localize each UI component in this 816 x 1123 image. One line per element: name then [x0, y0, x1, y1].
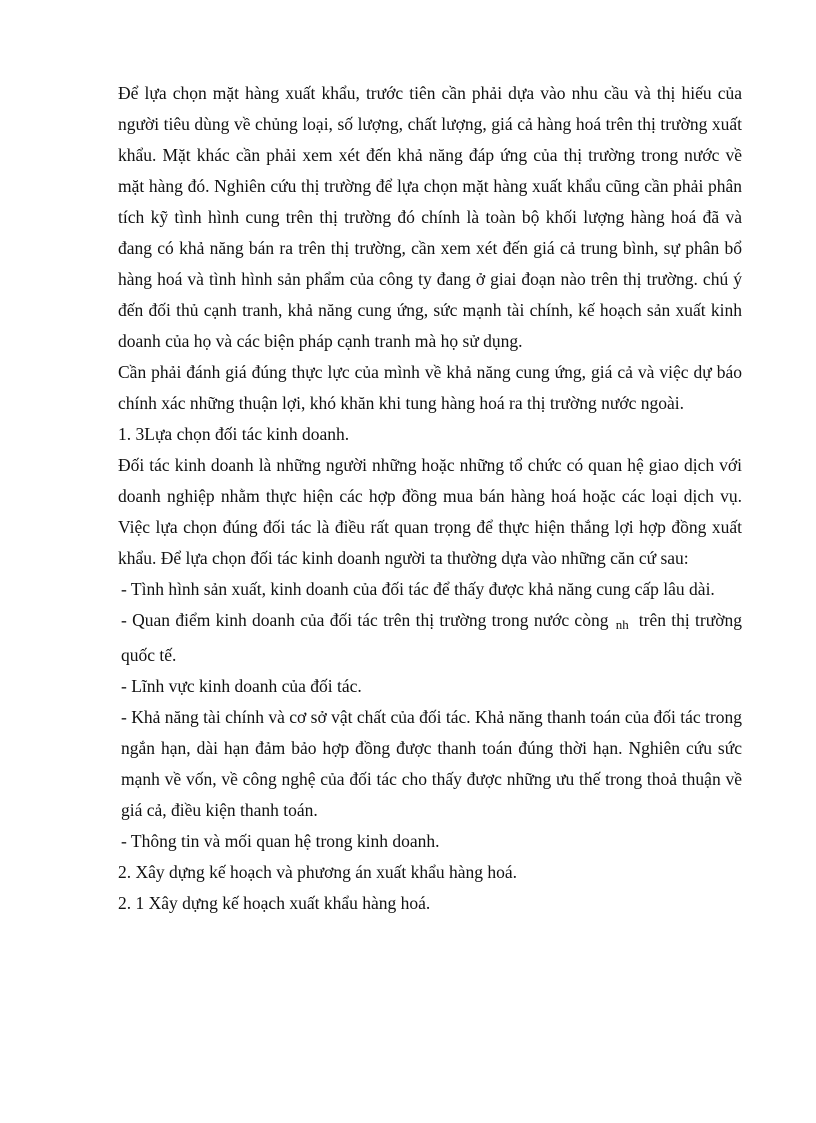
document-body	[118, 78, 742, 919]
paragraph-evaluate-capacity: Cần phải đánh giá đúng thực lực của mình về khả năng cung ứng, giá cả và việc dự báo chính xác những thuận lợi, khó khăn khi tung hàng hoá ra thị trường nước ngoài.	[118, 362, 742, 413]
heading-select-partner: 1. 3Lựa chọn đối tác kinh doanh.	[118, 424, 350, 444]
bullet-information-relations: - Thông tin và mối quan hệ trong kinh doanh.	[121, 831, 440, 851]
bullet-business-field: - Lĩnh vực kinh doanh của đối tác.	[121, 676, 362, 696]
bullet-business-viewpoint-end: trên thị trường quốc tế.	[121, 610, 742, 665]
bullet-production-situation: - Tình hình sản xuất, kinh doanh của đối tác để thấy được khả năng cung cấp lâu dài.	[121, 579, 715, 599]
paragraph-partner-definition: Đối tác kinh doanh là những người những hoặc những tổ chức có quan hệ giao dịch với doanh nghiệp nhằm thực hiện các hợp đồng mua bán hàng hoá hoặc các loại dịch vụ. Việc lựa chọn đúng đối tác là điều rất quan trọng để thực hiện thắng lợi hợp đồng xuất khẩu. Để lựa chọn đối tác kinh doanh người ta thường dựa vào những căn cứ sau:	[118, 455, 742, 568]
heading-export-plan: 2. Xây dựng kế hoạch và phương án xuất khẩu hàng hoá.	[118, 862, 518, 882]
bullet-financial-capacity: - Khả năng tài chính và cơ sở vật chất của đối tác. Khả năng thanh toán của đối tác trong ngắn hạn, dài hạn đảm bảo hợp đồng được thanh toán đúng thời hạn. Nghiên cứu sức mạnh về vốn, về công nghệ của đối tác cho thấy được những ưu thế trong thoả thuận về giá cả, điều kiện thanh toán.	[121, 707, 742, 820]
subscript-fragment: nh	[615, 617, 629, 632]
bullet-business-viewpoint	[118, 605, 742, 671]
heading-build-export-plan: 2. 1 Xây dựng kế hoạch xuất khẩu hàng hoá.	[118, 893, 431, 913]
paragraph-market-research: Để lựa chọn mặt hàng xuất khẩu, trước tiên cần phải dựa vào nhu cầu và thị hiếu của người tiêu dùng về chủng loại, số lượng, chất lượng, giá cả hàng hoá trên thị trường xuất khẩu. Mặt khác cần phải xem xét đến khả năng đáp ứng của thị trường trong nước về mặt hàng đó. Nghiên cứu thị trường để lựa chọn mặt hàng xuất khẩu cũng cần phải phân tích kỹ tình hình cung trên thị trường đó chính là toàn bộ khối lượng hàng hoá đã và đang có khả năng bán ra trên thị trường, cần xem xét đến giá cả trung bình, sự phân bổ hàng hoá và tình hình sản phẩm của công ty đang ở giai đoạn nào trên thị trường. chú ý đến đối thủ cạnh tranh, khả năng cung ứng, sức mạnh tài chính, kế hoạch sản xuất kinh doanh của họ và các biện pháp cạnh tranh mà họ sử dụng.	[118, 83, 742, 351]
bullet-business-viewpoint-text: - Quan điểm kinh doanh của đối tác trên thị trường trong nước còng	[121, 610, 609, 630]
